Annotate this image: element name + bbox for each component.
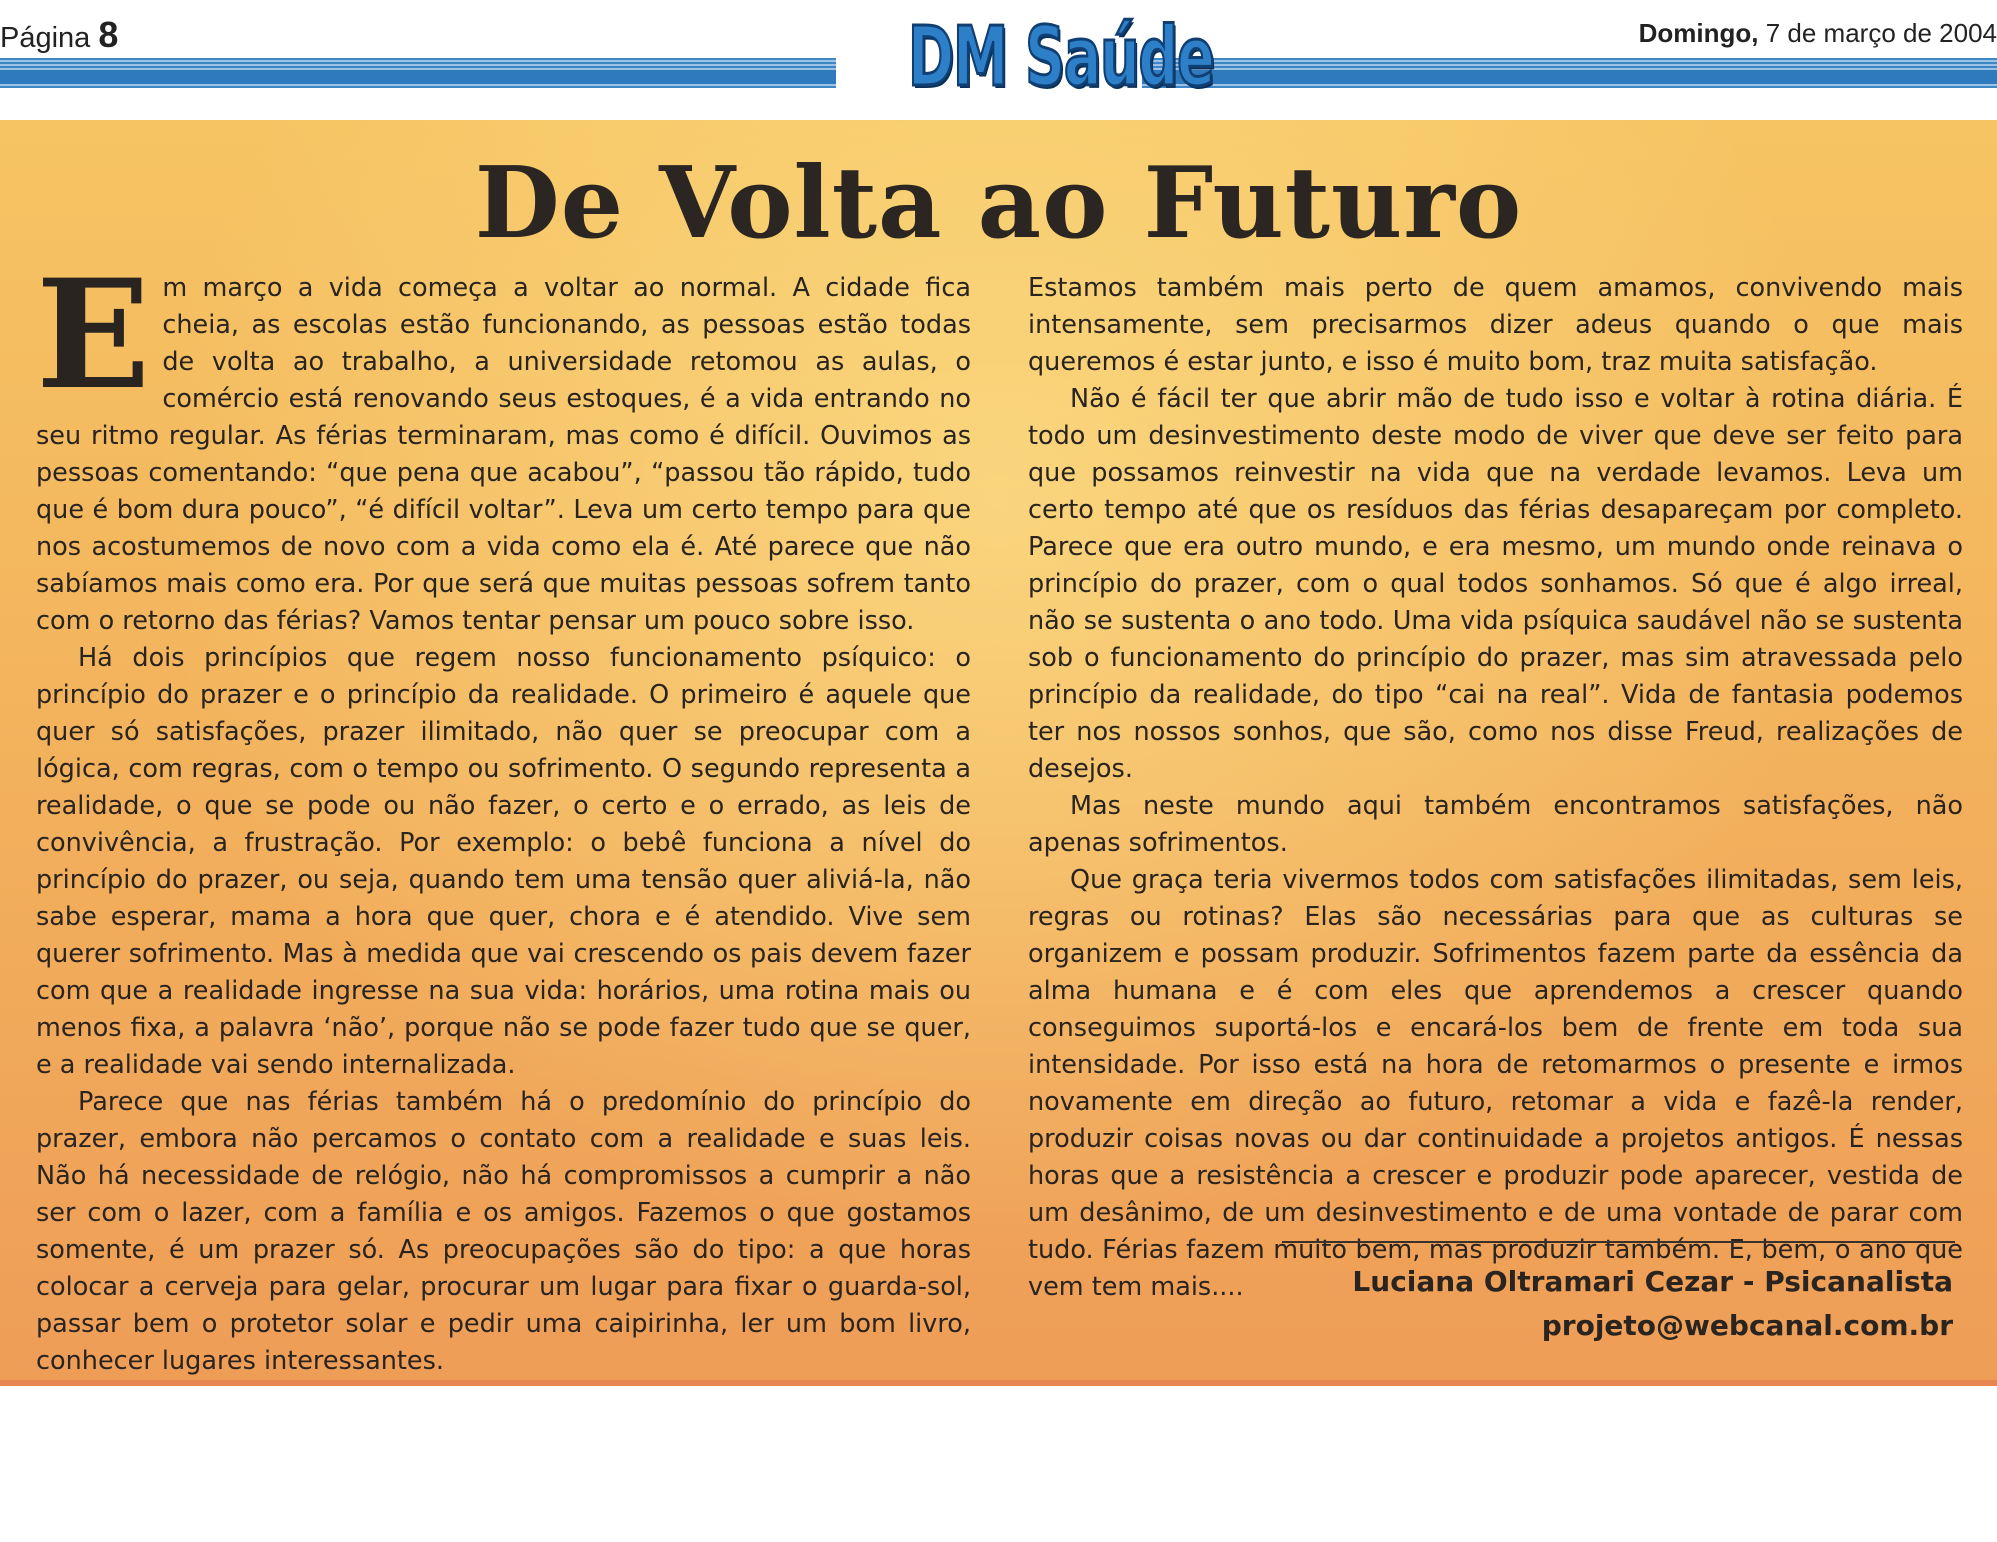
issue-weekday: Domingo, bbox=[1638, 18, 1759, 48]
drop-cap: E bbox=[36, 247, 151, 423]
article-column-left bbox=[36, 247, 971, 1380]
section-logo-text: DM Saúde bbox=[907, 10, 1214, 105]
author-block bbox=[1352, 1260, 1953, 1348]
article-paragraph: Há dois princípios que regem nosso funcionamento psíquico: o princípio do prazer e o princípio da realidade. O primeiro é aquele que quer só satisfações, prazer ilimitado, não quer se preocupar com a lógica, com regras, com o tempo ou sofrimento. O segundo representa a realidade, o que se pode ou não fazer, o certo e o errado, as leis de convivência, a frustração. Por exemplo: o bebê funciona a nível do princípio do prazer, ou seja, quando tem uma tensão quer aliviá-la, não sabe esperar, mama a hora que quer, chora e é atendido. Vive sem querer sofrimento. Mas à medida que vai crescendo os pais devem fazer com que a realidade ingresse na sua vida: horários, uma rotina mais ou menos fixa, a palavra ‘não’, porque não se pode fazer tudo que se quer, e a realidade vai sendo internalizada. bbox=[36, 643, 971, 1080]
article-panel bbox=[0, 120, 1997, 1386]
article-paragraph: Que graça teria vivermos todos com satisfações ilimitadas, sem leis, regras ou rotinas? Elas são necessárias para que as culturas se organizem e possam produzir. Sofrimentos fazem parte da essência da alma humana e é com eles que aprendemos a crescer quando conseguimos suportá-los e encará-los bem de frente em toda sua intensidade. Por isso está na hora de retomarmos o presente e irmos novamente em direção ao futuro, retomar a vida e fazê-la render, produzir coisas novas ou dar continuidade a projetos antigos. É nessas horas que a resistência a crescer e produzir pode aparecer, vestida de um desânimo, de um desinvestimento e de uma vontade de parar com tudo. Férias fazem muito bem, mas produzir também. E, bem, o ano que vem tem mais.... bbox=[1028, 865, 1963, 1302]
article-paragraph: Estamos também mais perto de quem amamos, convivendo mais intensamente, sem precisarmos dizer adeus quando o que mais queremos é estar junto, e isso é muito bom, traz muita satisfação. bbox=[1028, 273, 1963, 377]
page-indicator bbox=[0, 14, 118, 56]
author-name: Luciana Oltramari Cezar - Psicanalista bbox=[1352, 1265, 1953, 1298]
paragraph-text: m março a vida começa a voltar ao normal. A cidade fica cheia, as escolas estão funcionando, as pessoas estão todas de volta ao trabalho, a universidade retomou as aulas, o comércio está renovando seus estoques, é a vida entrando no seu ritmo regular. As férias terminaram, mas como é difícil. Ouvimos as pessoas comentando: “que pena que acabou”, “passou tão rápido, tudo que é bom dura pouco”, “é difícil voltar”. Leva um certo tempo para que nos acostumemos de novo com a vida como ela é. Até parece que não sabíamos mais como era. Por que será que muitas pessoas sofrem tanto com o retorno das férias? Vamos tentar pensar um pouco sobre isso. bbox=[36, 273, 971, 636]
article-paragraph: Mas neste mundo aqui também encontramos satisfações, não apenas sofrimentos. bbox=[1028, 791, 1963, 858]
article-paragraph bbox=[36, 247, 971, 640]
article-paragraph: Parece que nas férias também há o predomínio do princípio do prazer, embora não percamos o contato com a realidade e suas leis. Não há necessidade de relógio, não há compromissos a cumprir a não ser com o lazer, com a família e os amigos. Fazemos o que gostamos somente, é um prazer só. As preocupações são do tipo: a que horas colocar a cerveja para gelar, procurar um lugar para fixar o guarda-sol, passar bem o protetor solar e pedir uma caipirinha, ler um bom livro, conhecer lugares interessantes. bbox=[36, 1087, 971, 1376]
article-paragraph: Não é fácil ter que abrir mão de tudo isso e voltar à rotina diária. É todo um desinvestimento deste modo de viver que deve ser feito para que possamos reinvestir na vida que na verdade levamos. Leva um certo tempo até que os resíduos das férias desapareçam por completo. Parece que era outro mundo, e era mesmo, um mundo onde reinava o princípio do prazer, com o qual todos sonhamos. Só que é algo irreal, não se sustenta o ano todo. Uma vida psíquica saudável não se sustenta sob o funcionamento do princípio do prazer, mas sim atravessada pelo princípio da realidade, do tipo “cai na real”. Vida de fantasia podemos ter nos nossos sonhos, que são, como nos disse Freud, realizações de desejos. bbox=[1028, 384, 1963, 784]
signature-divider bbox=[1282, 1241, 1955, 1243]
page-label: Página bbox=[0, 22, 91, 54]
issue-date bbox=[1639, 18, 1997, 49]
section-logo bbox=[836, 10, 1214, 106]
author-email: projeto@webcanal.com.br bbox=[1541, 1309, 1953, 1342]
page-number: 8 bbox=[98, 14, 119, 55]
masthead bbox=[0, 0, 1997, 120]
article-title: De Volta ao Futuro bbox=[474, 146, 1523, 261]
article-column-right bbox=[1028, 270, 1963, 1306]
issue-date-rest: 7 de março de 2004 bbox=[1758, 18, 1997, 48]
